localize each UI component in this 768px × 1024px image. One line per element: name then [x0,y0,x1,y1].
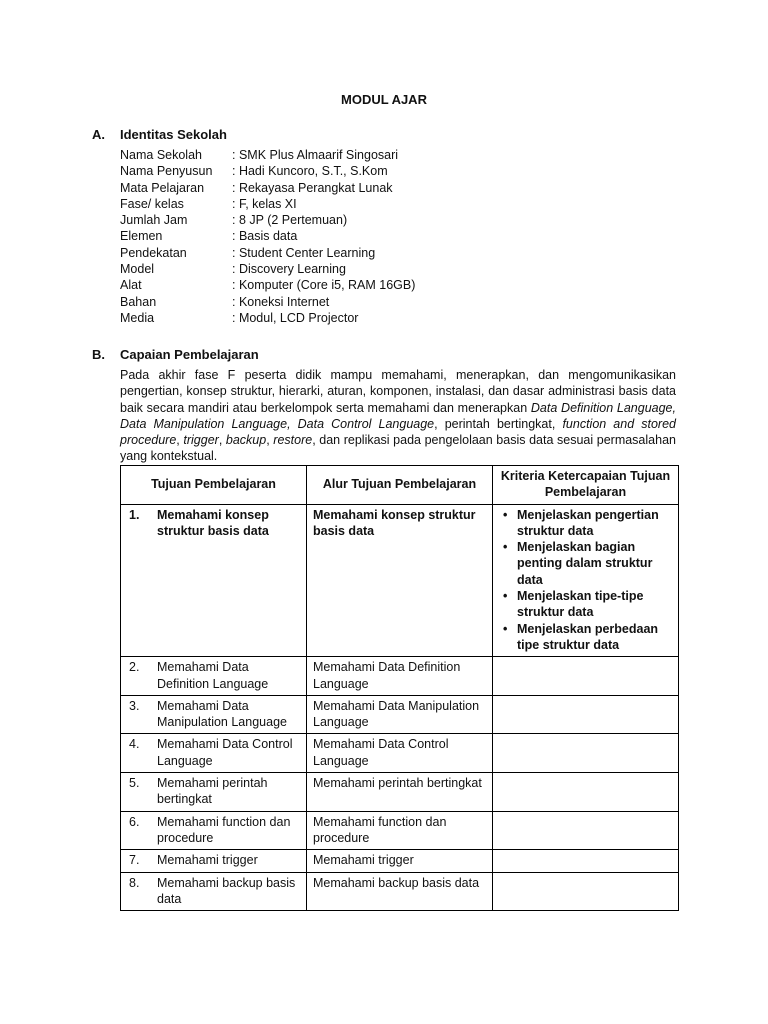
identity-label: Pendekatan [120,245,187,260]
row-number: 3. [129,698,140,713]
italic-term: Data Definition Language, Data Manipulation Language, Data Control Language [120,400,676,431]
italic-term: restore [273,433,313,448]
table-row [121,504,679,657]
table-header-row [121,466,679,505]
identity-value: : Discovery Learning [232,262,346,277]
kriteria-cell [493,695,679,734]
paragraph-text: , [266,433,274,448]
tujuan-cell [121,811,307,850]
table-row [121,734,679,773]
italic-term: trigger [183,433,219,448]
identity-value: : 8 JP (2 Pertemuan) [232,213,348,228]
identity-row [120,212,415,228]
kriteria-cell [493,872,679,911]
identity-value: : Koneksi Internet [232,294,330,309]
tujuan-cell [121,695,307,734]
tujuan-cell [121,734,307,773]
section-a-letter: A. [92,127,105,142]
identity-value: : F, kelas XI [232,196,297,211]
identity-row [120,245,415,261]
identity-row [120,180,415,196]
identity-row [120,147,415,163]
header-alur: Alur Tujuan Pembelajaran [307,466,493,505]
row-number: 2. [129,660,140,675]
identity-label: Jumlah Jam [120,213,188,228]
identity-value: : Hadi Kuncoro, S.T., S.Kom [232,164,388,179]
identity-row [120,163,415,179]
table-row [121,695,679,734]
identity-label: Media [120,310,155,325]
identity-label: Alat [120,278,142,293]
row-number: 7. [129,853,140,868]
tujuan-text: Memahami konsep struktur basis data [157,507,269,538]
tujuan-text: Memahami function dan procedure [157,814,291,845]
identity-label: Mata Pelajaran [120,180,205,195]
row-number: 5. [129,776,140,791]
section-b-title: Capaian Pembelajaran [120,347,259,362]
identity-value: : Rekayasa Perangkat Lunak [232,180,393,195]
section-b-letter: B. [92,347,105,362]
table-row [121,773,679,812]
tujuan-text: Memahami Data Manipulation Language [157,698,287,730]
header-tujuan: Tujuan Pembelajaran [121,466,307,505]
tujuan-text: Memahami Data Definition Language [157,660,269,691]
kriteria-cell [493,773,679,812]
section-a-heading [92,127,227,142]
learning-objectives-table [120,465,679,911]
identity-value: : SMK Plus Almaarif Singosari [232,148,399,162]
kriteria-cell [493,734,679,773]
alur-cell: Memahami trigger [307,850,493,872]
tujuan-text: Memahami trigger [157,853,258,868]
identity-row [120,261,415,277]
alur-cell: Memahami function dan procedure [307,811,493,850]
identity-value: : Komputer (Core i5, RAM 16GB) [232,278,416,293]
table-row [121,811,679,850]
kriteria-cell [493,811,679,850]
identity-value: : Student Center Learning [232,245,376,260]
row-number: 1. [129,507,140,522]
identity-row [120,228,415,244]
alur-cell: Memahami Data Definition Language [307,657,493,696]
identity-row [120,196,415,212]
identity-row [120,310,415,326]
paragraph-text: , [218,433,226,448]
identity-row [120,294,415,310]
italic-term: function and stored procedure [120,416,676,448]
identity-label: Bahan [120,294,157,309]
identity-row [120,277,415,293]
tujuan-text: Memahami backup basis data [157,875,296,906]
paragraph-text: , perintah bertingkat, [434,416,563,431]
identity-value: : Modul, LCD Projector [232,310,359,325]
header-kriteria: Kriteria Ketercapaian Tujuan Pembelajaran [493,466,679,505]
table-row [121,657,679,696]
section-b-heading [92,347,259,362]
italic-term: backup [225,433,267,448]
kriteria-cell [493,850,679,872]
table-row [121,850,679,872]
kriteria-item: • Menjelaskan perbedaan tipe struktur data [517,621,672,654]
identity-label: Nama Penyusun [120,164,213,179]
identity-list [120,147,415,326]
paragraph-text: , [176,433,184,448]
alur-cell: Memahami perintah bertingkat [307,773,493,812]
section-a-title: Identitas Sekolah [120,127,227,142]
kriteria-item: • Menjelaskan tipe-tipe struktur data [517,588,672,621]
kriteria-list [499,507,672,654]
row-number: 4. [129,737,140,752]
kriteria-item: • Menjelaskan bagian penting dalam struktur data [517,539,672,588]
paragraph-text: , dan replikasi pada pengelolaan basis data sesuai permasalahan yang kontekstual. [120,433,676,464]
kriteria-cell [493,504,679,657]
alur-cell: Memahami Data Control Language [307,734,493,773]
identity-label: Fase/ kelas [120,196,184,211]
tujuan-text: Memahami Data Control Language [157,737,293,768]
row-number: 8. [129,875,140,890]
alur-cell: Memahami konsep struktur basis data [307,504,493,657]
table-row [121,872,679,911]
tujuan-cell [121,872,307,911]
tujuan-cell [121,657,307,696]
identity-value: : Basis data [232,229,298,244]
tujuan-cell [121,773,307,812]
kriteria-cell [493,657,679,696]
alur-cell: Memahami backup basis data [307,872,493,911]
tujuan-text: Memahami perintah bertingkat [157,776,268,807]
kriteria-item: • Menjelaskan pengertian struktur data [517,507,672,540]
paragraph-text: Pada akhir fase F peserta didik mampu memahami, menerapkan, dan mengomunikasikan pengertian, konsep struktur, hierarki, aturan, komponen, instalasi, dan dasar administrasi basis data baik secara mandiri atau berkelompok serta memahami dan menerapkan [120,368,676,415]
tujuan-cell [121,850,307,872]
identity-label: Model [120,262,155,277]
document-title: MODUL AJAR [341,92,427,107]
identity-label: Nama Sekolah [120,148,202,162]
identity-label: Elemen [120,229,163,244]
alur-cell: Memahami Data Manipulation Language [307,695,493,734]
tujuan-cell [121,504,307,657]
capaian-paragraph [120,367,676,465]
row-number: 6. [129,814,140,829]
